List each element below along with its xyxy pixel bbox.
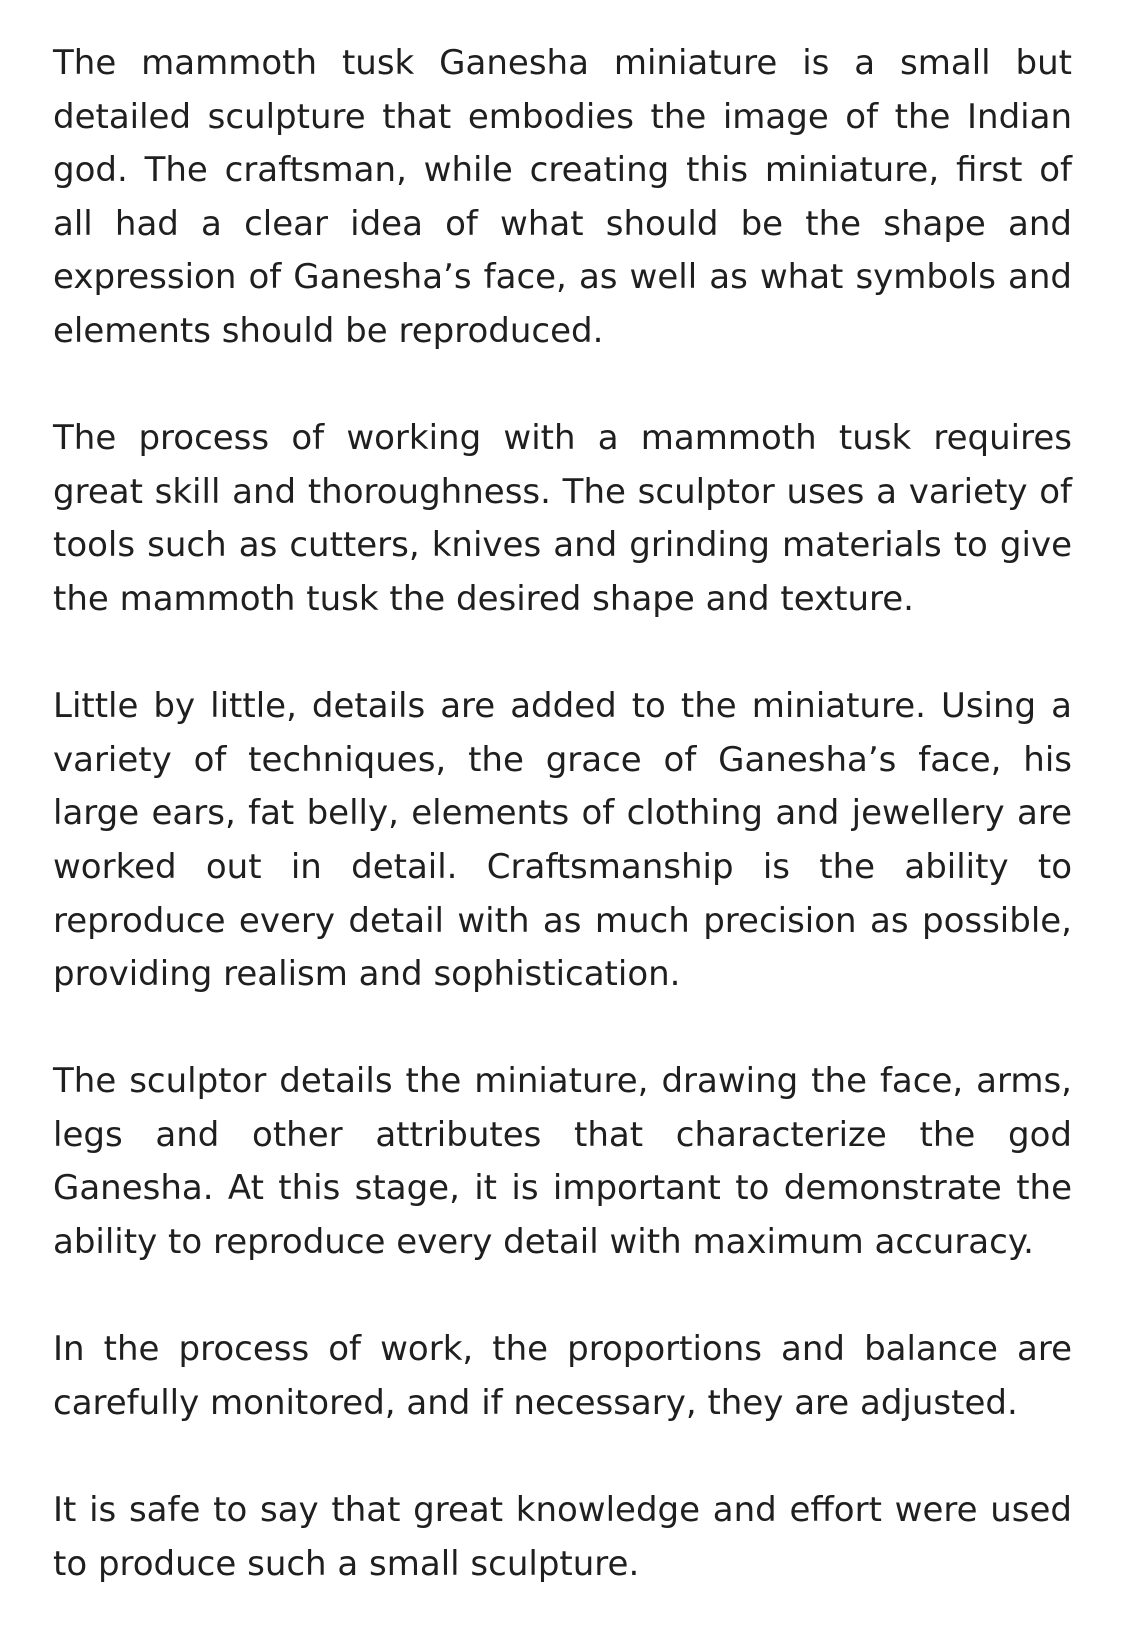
- paragraph-intro: The mammoth tusk Ganesha miniature is a small but detailed sculpture that embodies the image of the Indian god. The craftsman, while creating this miniature, first of all had a clear idea of what should be the shape and expression of Ganesha’s face, as well as what symbols and elements should be reproduced.: [53, 43, 1072, 351]
- paragraph-conclusion: It is safe to say that great knowledge and effort were used to produce such a small sculpture.: [53, 1490, 1072, 1584]
- paragraph-details: Little by little, details are added to the miniature. Using a variety of techniques, the grace of Ganesha’s face, his large ears, fat belly, elements of clothing and jewellery are worked out in detail. Craftsmanship is the ability to reproduce every detail with as much precision as possible, providing realism and sophistication.: [53, 686, 1072, 995]
- paragraph-process: The process of working with a mammoth tusk requires great skill and thoroughness. The sculptor uses a variety of tools such as cutters, knives and grinding materials to give the mammoth tusk the desired shape and texture.: [53, 418, 1072, 619]
- paragraph-proportions: In the process of work, the proportions and balance are carefully monitored, and if necessary, they are adjusted.: [53, 1329, 1072, 1423]
- paragraph-sculptor: The sculptor details the miniature, drawing the face, arms, legs and other attributes that characterize the god Ganesha. At this stage, it is important to demonstrate the ability to reproduce every detail with maximum accuracy.: [53, 1061, 1072, 1263]
